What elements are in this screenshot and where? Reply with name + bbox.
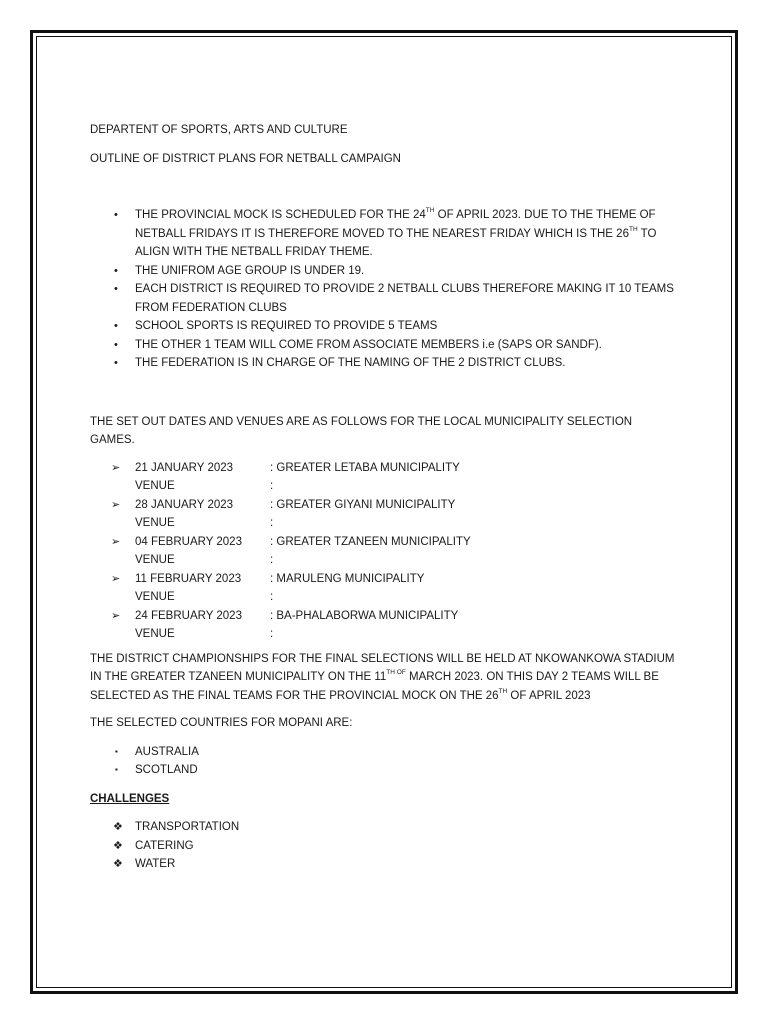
plan-text: TO ALIGN WITH THE NETBALL FRIDAY THEME. <box>135 227 657 258</box>
list-item <box>90 855 680 874</box>
list-item <box>90 837 680 856</box>
diamond-bullet-icon: ❖ <box>113 821 123 833</box>
challenge-item: TRANSPORTATION <box>135 821 240 833</box>
arrow-bullet-icon: ➢ <box>111 498 121 511</box>
arrow-bullet-icon: ➢ <box>111 535 121 548</box>
championship-text: MARCH 2023. ON THIS DAY 2 TEAMS WILL BE SELECTED AS THE FINAL TEAMS FOR THE PROVINCIAL MOCK ON THE 26 <box>90 671 659 702</box>
bullet-icon: • <box>114 264 118 277</box>
bullet-icon: • <box>114 357 118 369</box>
venue-value: : <box>270 591 274 603</box>
schedule-municipality: : MARULENG MUNICIPALITY <box>270 572 425 585</box>
venue-label: VENUE <box>135 628 175 640</box>
challenges-list <box>90 818 680 874</box>
bullet-icon: • <box>114 209 118 221</box>
schedule-date-row <box>90 570 680 589</box>
schedule-venue-row <box>90 477 680 496</box>
schedule-date: 04 FEBRUARY 2023 <box>135 535 242 548</box>
challenges-heading: CHALLENGES <box>90 792 170 805</box>
schedule-municipality: : GREATER LETABA MUNICIPALITY <box>270 461 460 474</box>
list-item <box>90 761 680 780</box>
outline-heading: OUTLINE OF DISTRICT PLANS FOR NETBALL CAMPAIGN <box>90 152 401 165</box>
schedule-venue-row <box>90 551 680 570</box>
championship-text: THE DISTRICT CHAMPIONSHIPS FOR THE FINAL SELECTIONS WILL BE HELD AT NKOWANKOWA STADIUM IN THE GREATER TZANEEN MUNICIPALITY ON THE 11 <box>90 652 675 683</box>
plans-list <box>90 206 680 373</box>
superscript: TH OF <box>386 669 406 677</box>
list-item <box>90 206 680 262</box>
document-body <box>90 121 680 874</box>
plan-text: THE PROVINCIAL MOCK IS SCHEDULED FOR THE 24 <box>135 209 426 221</box>
list-item <box>90 818 680 837</box>
challenge-item: WATER <box>135 858 176 870</box>
countries-intro: THE SELECTED COUNTRIES FOR MOPANI ARE: <box>90 717 353 729</box>
venue-label: VENUE <box>135 517 175 529</box>
countries-list <box>90 743 680 780</box>
schedule-date-row <box>90 459 680 478</box>
schedule-municipality: : GREATER TZANEEN MUNICIPALITY <box>270 535 471 548</box>
plan-text: THE OTHER 1 TEAM WILL COME FROM ASSOCIATE MEMBERS i.e (SAPS OR SANDF). <box>135 338 602 351</box>
schedule-venue-row <box>90 514 680 533</box>
square-bullet-icon: ▪ <box>115 765 118 774</box>
venue-value: : <box>270 554 274 566</box>
schedule-list <box>90 459 680 644</box>
championship-text: OF APRIL 2023 <box>507 689 591 702</box>
list-item <box>90 336 680 355</box>
diamond-bullet-icon: ❖ <box>113 839 123 852</box>
bullet-icon: • <box>114 320 118 332</box>
schedule-date: 24 FEBRUARY 2023 <box>135 609 242 622</box>
dates-intro: THE SET OUT DATES AND VENUES ARE AS FOLLOWS FOR THE LOCAL MUNICIPALITY SELECTION GAMES. <box>90 415 633 446</box>
square-bullet-icon: ▪ <box>115 746 118 756</box>
diamond-bullet-icon: ❖ <box>113 858 123 870</box>
country-name: SCOTLAND <box>135 764 198 776</box>
superscript: TH <box>628 225 638 233</box>
schedule-date-row <box>90 533 680 552</box>
list-item <box>90 262 680 281</box>
plan-text: EACH DISTRICT IS REQUIRED TO PROVIDE 2 NETBALL CLUBS THEREFORE MAKING IT 10 TEAMS FROM FEDERATION CLUBS <box>135 283 674 314</box>
country-name: AUSTRALIA <box>135 745 199 758</box>
venue-value: : <box>270 480 274 492</box>
arrow-bullet-icon: ➢ <box>111 461 121 474</box>
bullet-icon: • <box>114 283 118 295</box>
list-item <box>90 354 680 373</box>
arrow-bullet-icon: ➢ <box>111 572 121 585</box>
superscript: TH <box>498 687 508 695</box>
plan-text: THE FEDERATION IS IN CHARGE OF THE NAMING OF THE 2 DISTRICT CLUBS. <box>135 357 566 369</box>
venue-value: : <box>270 628 274 640</box>
list-item <box>90 280 680 317</box>
schedule-date-row <box>90 607 680 626</box>
list-item <box>90 317 680 336</box>
championship-paragraph <box>90 650 680 706</box>
schedule-date: 28 JANUARY 2023 <box>135 498 234 511</box>
venue-label: VENUE <box>135 554 175 566</box>
venue-value: : <box>270 517 274 529</box>
superscript: TH <box>425 207 435 215</box>
venue-label: VENUE <box>135 591 175 603</box>
bullet-icon: • <box>114 338 118 351</box>
schedule-date-row <box>90 496 680 515</box>
list-item <box>90 743 680 762</box>
plan-text: SCHOOL SPORTS IS REQUIRED TO PROVIDE 5 TEAMS <box>135 320 438 332</box>
challenge-item: CATERING <box>135 839 194 852</box>
department-heading: DEPARTENT OF SPORTS, ARTS AND CULTURE <box>90 124 348 136</box>
plan-text: OF APRIL 2023. DUE TO THE THEME OF NETBALL FRIDAYS IT IS THEREFORE MOVED TO THE NEAREST FRIDAY WHICH IS THE 26 <box>135 209 656 240</box>
venue-label: VENUE <box>135 480 175 492</box>
schedule-venue-row <box>90 625 680 644</box>
plan-text: THE UNIFROM AGE GROUP IS UNDER 19. <box>135 264 365 277</box>
schedule-date: 21 JANUARY 2023 <box>135 461 234 474</box>
schedule-municipality: : BA-PHALABORWA MUNICIPALITY <box>270 609 459 622</box>
schedule-date: 11 FEBRUARY 2023 <box>135 572 242 585</box>
schedule-municipality: : GREATER GIYANI MUNICIPALITY <box>270 498 456 511</box>
arrow-bullet-icon: ➢ <box>111 609 121 622</box>
schedule-venue-row <box>90 588 680 607</box>
